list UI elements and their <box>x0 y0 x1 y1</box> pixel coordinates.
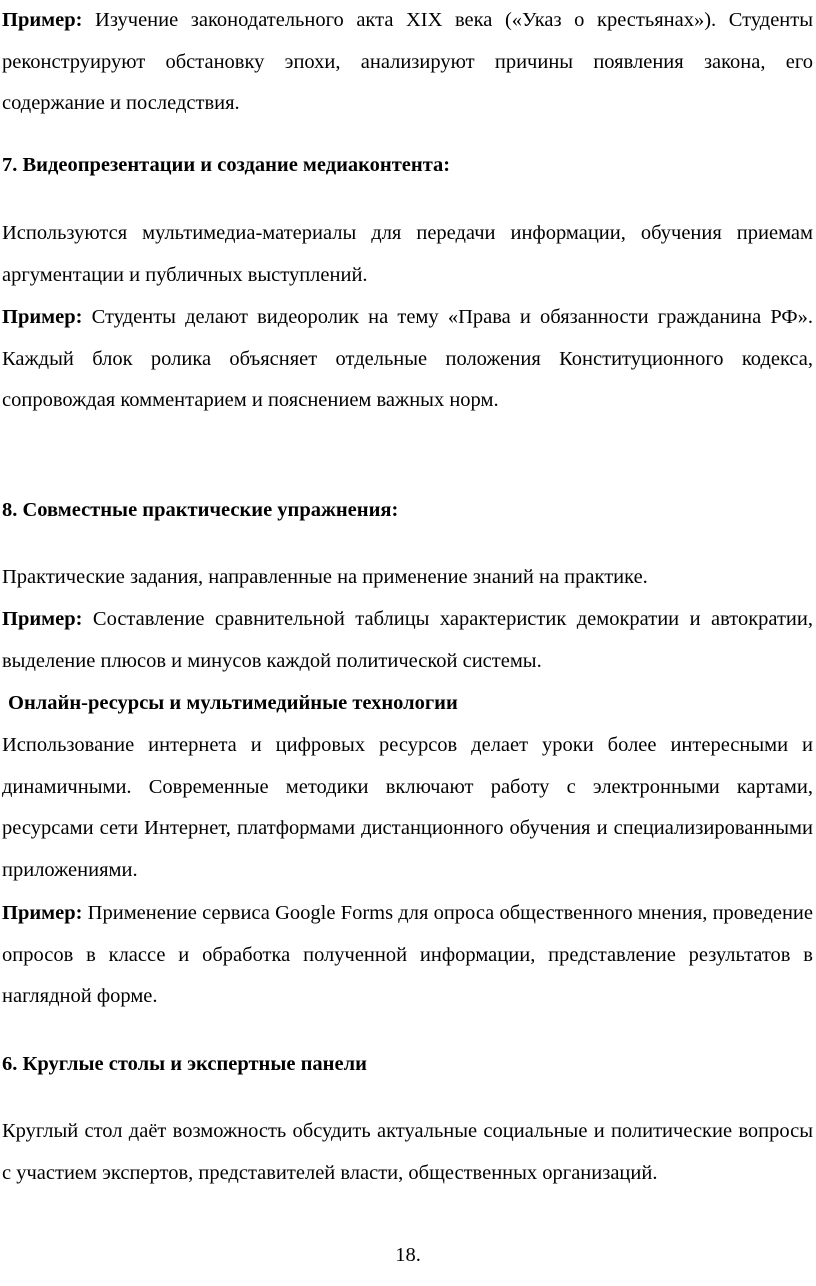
paragraph-text: Практические задания, направленные на применение знаний на практике. <box>2 566 648 588</box>
section-heading-8: 8. Совместные практические упражнения: <box>2 499 399 521</box>
paragraph-text: Студенты делают видеоролик на тему «Права и обязанности гражданина РФ». Каждый блок ролика объясняет отдельные положения Конституционного кодекса, сопровождая комментарием и пояснением важных норм. <box>2 306 814 411</box>
example-label: Пример: <box>2 902 83 924</box>
body-paragraph-3 <box>2 725 813 891</box>
body-paragraph-2 <box>2 557 813 599</box>
paragraph-text: Круглый стол даёт возможность обсудить актуальные социальные и политические вопросы с участием экспертов, представителей власти, общественных организаций. <box>2 1120 813 1184</box>
paragraph-text: Используются мультимедиа-материалы для передачи информации, обучения приемам аргументации и публичных выступлений. <box>2 222 813 286</box>
example-label: Пример: <box>2 9 83 31</box>
example-label: Пример: <box>2 306 83 328</box>
body-paragraph-1 <box>2 213 813 296</box>
page-number: 18. <box>395 1244 421 1266</box>
example-paragraph-1 <box>2 0 813 125</box>
section-heading-online-resources: Онлайн-ресурсы и мультимедийные технологии <box>8 692 458 714</box>
example-paragraph-4 <box>2 893 813 1018</box>
example-paragraph-2 <box>2 297 813 422</box>
section-heading-7: 7. Видеопрезентации и создание медиаконтента: <box>2 154 451 176</box>
body-paragraph-4 <box>2 1111 813 1194</box>
paragraph-text: Составление сравнительной таблицы характеристик демократии и автократии, выделение плюсов и минусов каждой политической системы. <box>2 608 813 672</box>
example-label: Пример: <box>2 608 83 630</box>
paragraph-text: Использование интернета и цифровых ресурсов делает уроки более интересными и динамичными. Современные методики включают работу с электронными картами, ресурсами сети Интернет, платформами дистанционного обучения и специализированными приложениями. <box>2 734 813 881</box>
example-paragraph-3 <box>2 599 813 682</box>
section-heading-6: 6. Круглые столы и экспертные панели <box>2 1053 367 1075</box>
paragraph-text: Изучение законодательного акта XIX века («Указ о крестьянах»). Студенты реконструируют обстановку эпохи, анализируют причины появления закона, его содержание и последствия. <box>2 9 814 114</box>
paragraph-text: Применение сервиса Google Forms для опроса общественного мнения, проведение опросов в классе и обработка полученной информации, представление результатов в наглядной форме. <box>2 902 813 1007</box>
